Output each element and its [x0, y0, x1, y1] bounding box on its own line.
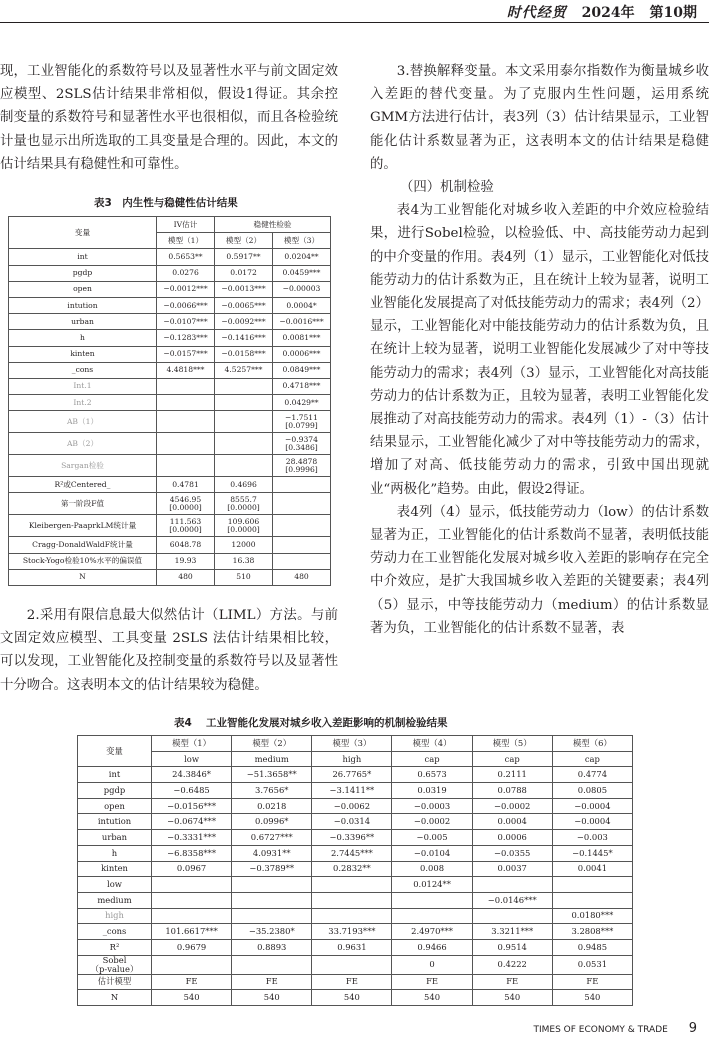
table-cell	[152, 877, 232, 893]
table-cell: 0.0805	[552, 783, 632, 799]
table-cell: −0.0107***	[157, 314, 215, 330]
table-cell: 0.6727***	[232, 830, 312, 846]
table-cell: 0.0967	[152, 861, 232, 877]
table-cell: 0.0459***	[273, 265, 331, 281]
table-cell: Kleibergen-PaaprkLM统计量	[9, 515, 157, 537]
table-cell: 540	[312, 990, 392, 1006]
table-cell: h	[9, 330, 157, 346]
table-cell	[232, 892, 312, 908]
table-cell: high	[78, 908, 152, 924]
table-cell: medium	[78, 892, 152, 908]
table-cell: −3.1411**	[312, 783, 392, 799]
table-cell: −0.0004	[552, 798, 632, 814]
table-cell: int	[78, 767, 152, 783]
table-cell	[273, 493, 331, 515]
header-rule	[0, 22, 709, 23]
table-cell: low	[78, 877, 152, 893]
body-paragraph: 现，工业智能化的系数符号以及显著性水平与前文固定效应模型、2SLS估计结果非常相似，假设1得证。其余控制变量的系数符号和显著性水平也很相似，而且各检验统计量也显示出所选取的工具变量是合理的。因此，本文的估计结果具有稳健性和可靠性。	[0, 64, 338, 172]
table-cell: 0.008	[392, 861, 472, 877]
table-row	[78, 908, 633, 924]
table-cell	[552, 877, 632, 893]
table-cell	[312, 955, 392, 974]
table-cell: −0.0674***	[152, 814, 232, 830]
table-cell: −0.0065***	[215, 297, 273, 313]
table-row	[9, 433, 331, 455]
table-cell: 0.0004	[472, 814, 552, 830]
table-cell: 4.5257***	[215, 362, 273, 378]
table-cell: FE	[152, 974, 232, 990]
table-cell	[273, 411, 331, 433]
cell-value: 28.4878	[285, 456, 318, 466]
table-cell: 0.5917**	[215, 249, 273, 265]
header-cell: 模型（3）	[273, 233, 331, 249]
table-cell: 101.6617***	[152, 924, 232, 940]
table-cell: 0.9631	[312, 939, 392, 955]
table-cell	[215, 395, 273, 411]
table-cell: 0.4781	[157, 477, 215, 493]
table-cell: 0.6573	[392, 767, 472, 783]
table-cell	[78, 955, 152, 974]
journal-brand: 时代经贸	[506, 5, 567, 21]
cell-pvalue: [0.9996]	[285, 464, 318, 474]
table-cell: FE	[392, 974, 472, 990]
table-cell: 0.9466	[392, 939, 472, 955]
table-cell	[215, 493, 273, 515]
cell-value: −1.7511	[285, 412, 318, 422]
table-cell	[157, 411, 215, 433]
cell-pvalue: [0.0000]	[227, 502, 260, 512]
table-cell: 0.5653**	[157, 249, 215, 265]
table-row	[9, 395, 331, 411]
page-number: 9	[688, 1021, 697, 1036]
body-paragraph: 表4列（4）显示，低技能劳动力（low）的估计系数显著为正，工业智能化的估计系数尚不显著，表明低技能劳动力在工业智能化发展对城乡收入差距的影响存在完全中介效应，是扩大我国城乡收入差距的关键要素；表4列（5）显示，中等技能劳动力（medium）的估计系数显著为负，工业智能化的估计系数不显著，表	[370, 504, 709, 636]
table-row	[78, 845, 633, 861]
table-cell: 第一阶段F值	[9, 493, 157, 515]
table-row	[9, 265, 331, 281]
table-cell	[552, 892, 632, 908]
cell-value: 8555.7	[230, 494, 257, 504]
table-cell: 0.9485	[552, 939, 632, 955]
table-row	[9, 330, 331, 346]
table-cell: Sargan检验	[9, 455, 157, 477]
table-cell: 4.4818***	[157, 362, 215, 378]
table-cell: 540	[392, 990, 472, 1006]
table-cell: 480	[273, 569, 331, 585]
table-cell: R²或Centered_	[9, 477, 157, 493]
table-cell: 26.7765*	[312, 767, 392, 783]
table-cell	[157, 378, 215, 394]
table-cell: _cons	[9, 362, 157, 378]
header-cell: 模型（5）	[472, 736, 552, 752]
table-row	[78, 798, 633, 814]
table-header-row	[78, 736, 633, 752]
table-cell: FE	[552, 974, 632, 990]
cell-pvalue: [0.0799]	[285, 420, 318, 430]
table-cell	[157, 433, 215, 455]
table-row	[9, 455, 331, 477]
table-cell: 0.0319	[392, 783, 472, 799]
table-cell: 0.0204**	[273, 249, 331, 265]
table-cell: −0.0012***	[157, 281, 215, 297]
header-cell: 变量	[78, 736, 152, 767]
table-cell: FE	[232, 974, 312, 990]
table4	[77, 735, 633, 1006]
table-cell: −0.0002	[392, 814, 472, 830]
table-row	[9, 569, 331, 585]
table-cell: Cragg-DonaldWaldF统计量	[9, 537, 157, 553]
cell-value: 4546.95	[169, 494, 202, 504]
table-cell: 2.4970***	[392, 924, 472, 940]
table-cell: −0.0158***	[215, 346, 273, 362]
table-cell: 540	[232, 990, 312, 1006]
table-cell	[273, 537, 331, 553]
table-cell	[312, 877, 392, 893]
table-cell	[215, 455, 273, 477]
header-cell: cap	[552, 751, 632, 767]
header-cell: 模型（2）	[215, 233, 273, 249]
table-cell	[157, 395, 215, 411]
header-cell: 变量	[9, 217, 157, 249]
table-cell: 0.0037	[472, 861, 552, 877]
table-cell	[273, 477, 331, 493]
table-cell: −0.0146***	[472, 892, 552, 908]
table-cell: 0.2832**	[312, 861, 392, 877]
table-cell: 估计模型	[78, 974, 152, 990]
table-cell: Int.1	[9, 378, 157, 394]
table-cell: 540	[472, 990, 552, 1006]
table-cell: 16.38	[215, 553, 273, 569]
table-cell: −51.3658**	[232, 767, 312, 783]
table-cell: −0.0013***	[215, 281, 273, 297]
table-cell	[215, 433, 273, 455]
table-cell	[472, 877, 552, 893]
table-cell: 0.8893	[232, 939, 312, 955]
table-row	[9, 362, 331, 378]
table-cell: −0.3331***	[152, 830, 232, 846]
cell-value: Sobel	[102, 955, 127, 965]
table-cell	[392, 892, 472, 908]
table-cell: −35.2380*	[232, 924, 312, 940]
table-cell: 3.2808***	[552, 924, 632, 940]
header-cell: 模型（2）	[232, 736, 312, 752]
table-row	[78, 924, 633, 940]
header-cell: 稳健性检验	[215, 217, 331, 233]
header-cell: medium	[232, 751, 312, 767]
table-cell: 33.7193***	[312, 924, 392, 940]
table-cell: 510	[215, 569, 273, 585]
table-cell: urban	[78, 830, 152, 846]
table-row	[9, 297, 331, 313]
table-cell: 480	[157, 569, 215, 585]
table-row	[78, 861, 633, 877]
table-header-row	[9, 217, 331, 233]
table-row	[78, 974, 633, 990]
table-cell	[157, 515, 215, 537]
table-cell: −0.0156***	[152, 798, 232, 814]
table-cell: intution	[9, 297, 157, 313]
table-row	[9, 346, 331, 362]
header-cell: 模型（3）	[312, 736, 392, 752]
table-cell	[215, 411, 273, 433]
table-row	[9, 553, 331, 569]
table-cell: −0.0004	[552, 814, 632, 830]
table-cell: 3.3211***	[472, 924, 552, 940]
table-cell	[152, 908, 232, 924]
table-cell: 0	[392, 955, 472, 974]
table-cell: Int.2	[9, 395, 157, 411]
table-row	[78, 939, 633, 955]
header-cell: cap	[392, 751, 472, 767]
table-cell: −0.1283***	[157, 330, 215, 346]
header-cell: 模型（4）	[392, 736, 472, 752]
table-row	[78, 814, 633, 830]
table-cell: 540	[552, 990, 632, 1006]
table-cell: 0.0041	[552, 861, 632, 877]
table-cell: 0.0788	[472, 783, 552, 799]
table-cell: 0.4696	[215, 477, 273, 493]
cell-pvalue: [0.3486]	[285, 442, 318, 452]
table-cell: −6.8358***	[152, 845, 232, 861]
table-row	[78, 892, 633, 908]
table-row	[9, 314, 331, 330]
table-cell	[472, 908, 552, 924]
table-cell: h	[78, 845, 152, 861]
journal-issue: 第10期	[649, 5, 697, 21]
table-cell: 0.0081***	[273, 330, 331, 346]
table-cell: FE	[312, 974, 392, 990]
left-column-bottom	[0, 604, 338, 697]
table-cell: 540	[152, 990, 232, 1006]
table-cell: FE	[472, 974, 552, 990]
journal-year: 2024年	[581, 5, 635, 21]
cell-pvalue: [0.0000]	[169, 502, 202, 512]
table-cell: −0.005	[392, 830, 472, 846]
table-cell: kinten	[9, 346, 157, 362]
table3-caption: 表3 内生性与稳健性估计结果	[94, 197, 238, 209]
table-cell: 19.93	[157, 553, 215, 569]
table-row	[9, 411, 331, 433]
table-cell: −0.0016***	[273, 314, 331, 330]
table-cell: −0.3789**	[232, 861, 312, 877]
table-cell: 0.0006	[472, 830, 552, 846]
table-cell: 0.0172	[215, 265, 273, 281]
header-cell: low	[152, 751, 232, 767]
table-cell: 4.0931**	[232, 845, 312, 861]
table-row	[9, 537, 331, 553]
table-cell: 0.0180***	[552, 908, 632, 924]
table-row	[78, 990, 633, 1006]
table-cell: kinten	[78, 861, 152, 877]
table-cell: 0.4718***	[273, 378, 331, 394]
table-cell: −0.00003	[273, 281, 331, 297]
table-cell: 0.2111	[472, 767, 552, 783]
table-cell: 0.0276	[157, 265, 215, 281]
table-cell: N	[9, 569, 157, 585]
table-cell: −0.3396**	[312, 830, 392, 846]
body-paragraph: 3.替换解释变量。本文采用泰尔指数作为衡量城乡收入差距的替代变量。为了克服内生性问题，运用系统GMM方法进行估计，表3列（3）估计结果显示，工业智能化估计系数显著为正，这表明本文的估计结果是稳健的。	[370, 64, 709, 172]
table-header-row	[78, 751, 633, 767]
table-cell: AB（1）	[9, 411, 157, 433]
table-cell	[232, 877, 312, 893]
table-cell	[215, 378, 273, 394]
table-cell: 12000	[215, 537, 273, 553]
table-cell: 0.4774	[552, 767, 632, 783]
table-cell	[232, 908, 312, 924]
page-footer	[534, 1021, 698, 1036]
header-cell: 模型（1）	[152, 736, 232, 752]
table-cell: N	[78, 990, 152, 1006]
table-row	[9, 378, 331, 394]
table-cell: −0.0355	[472, 845, 552, 861]
section-subheading: （四）机制检验	[400, 180, 494, 196]
table-row	[9, 515, 331, 537]
header-cell: 模型（6）	[552, 736, 632, 752]
page-header	[507, 2, 697, 22]
table-cell: −0.0066***	[157, 297, 215, 313]
table-cell: 0.0849***	[273, 362, 331, 378]
table-cell: pgdp	[9, 265, 157, 281]
table-cell: pgdp	[78, 783, 152, 799]
table-row	[78, 955, 633, 974]
table-cell: R²	[78, 939, 152, 955]
header-cell: 模型（1）	[157, 233, 215, 249]
table-cell: 0.4222	[472, 955, 552, 974]
table-row	[78, 877, 633, 893]
table4-caption: 表4 工业智能化发展对城乡收入差距影响的机制检验结果	[174, 717, 448, 729]
table-cell: open	[78, 798, 152, 814]
cell-value: −0.9374	[285, 434, 318, 444]
table-cell: 0.0531	[552, 955, 632, 974]
table-cell: 0.0004*	[273, 297, 331, 313]
table-cell: AB（2）	[9, 433, 157, 455]
table-cell	[273, 433, 331, 455]
table-row	[9, 493, 331, 515]
table-row	[78, 767, 633, 783]
table-cell	[312, 892, 392, 908]
table-cell: −0.0314	[312, 814, 392, 830]
table-row	[9, 281, 331, 297]
table-cell: −0.0092***	[215, 314, 273, 330]
table-cell: 0.0124**	[392, 877, 472, 893]
left-column-top	[0, 60, 338, 176]
table-cell: int	[9, 249, 157, 265]
table-cell	[157, 493, 215, 515]
table-cell: 0.9679	[152, 939, 232, 955]
table-cell: −0.0104	[392, 845, 472, 861]
table-cell: −0.0062	[312, 798, 392, 814]
header-cell: high	[312, 751, 392, 767]
table-cell: open	[9, 281, 157, 297]
cell-value: 109.606	[227, 516, 260, 526]
table-row	[9, 477, 331, 493]
table-cell: 24.3846*	[152, 767, 232, 783]
table-cell	[273, 515, 331, 537]
table-cell	[273, 455, 331, 477]
table-cell: 0.0429**	[273, 395, 331, 411]
table-cell: 0.0218	[232, 798, 312, 814]
footer-journal: TIMES OF ECONOMY & TRADE	[533, 1025, 668, 1035]
table-cell: −0.0002	[472, 798, 552, 814]
right-column	[370, 60, 709, 640]
table-cell: −0.1416***	[215, 330, 273, 346]
header-cell: IV估计	[157, 217, 215, 233]
table-cell	[152, 892, 232, 908]
body-paragraph: 表4为工业智能化对城乡收入差距的中介效应检验结果，进行Sobel检验，以检验低、中、高技能劳动力起到的中介变量的作用。表4列（1）显示，工业智能化对低技能劳动力的估计系数为正，且在统计上较为显著，说明工业智能化发展提高了对低技能劳动力的需求；表4列（2）显示，工业智能化对中能技能劳动力的估计系数为负，且在统计上较为显著，说明工业智能化发展减少了对中等技能劳动力的需求；表4列（3）显示，工业智能化对高技能劳动力的估计系数为正，且较为显著，表明工业智能化发展推动了对高技能劳动力的需求。表4列（1）-（3）估计结果显示，工业智能化减少了对中等技能劳动力的需求，增加了对高、低技能劳动力的需求，引致中国出现就业“两极化”趋势。由此，假设2得证。	[370, 203, 709, 497]
table-cell: 0.9514	[472, 939, 552, 955]
header-cell: cap	[472, 751, 552, 767]
table-row	[78, 830, 633, 846]
table-cell: urban	[9, 314, 157, 330]
table-cell: −0.003	[552, 830, 632, 846]
table-cell: 2.7445***	[312, 845, 392, 861]
table-cell	[215, 515, 273, 537]
table-cell: _cons	[78, 924, 152, 940]
table-cell: −0.1445*	[552, 845, 632, 861]
cell-pvalue: [0.0000]	[169, 524, 202, 534]
table-cell: 0.0996*	[232, 814, 312, 830]
table-cell	[157, 455, 215, 477]
table-cell	[232, 955, 312, 974]
table-row	[78, 783, 633, 799]
table-cell: 0.0006***	[273, 346, 331, 362]
table-cell	[312, 908, 392, 924]
table3	[8, 216, 331, 586]
table-cell	[152, 955, 232, 974]
table-row	[9, 249, 331, 265]
table-cell: 6048.78	[157, 537, 215, 553]
table-cell: −0.0003	[392, 798, 472, 814]
cell-pvalue: [0.0000]	[227, 524, 260, 534]
cell-pvalue: （p-value）	[90, 963, 139, 974]
table-cell: −0.6485	[152, 783, 232, 799]
table-cell: Stock-Yogo检验10%水平的偏误值	[9, 553, 157, 569]
table-cell	[392, 908, 472, 924]
table-cell: intution	[78, 814, 152, 830]
table-cell: 3.7656*	[232, 783, 312, 799]
body-paragraph: 2.采用有限信息最大似然估计（LIML）方法。与前文固定效应模型、工具变量 2SLS 法估计结果相比较，可以发现，工业智能化及控制变量的系数符号以及显著性十分吻合。这表明本文的估计结果较为稳健。	[0, 608, 338, 693]
table-cell: −0.0157***	[157, 346, 215, 362]
cell-value: 111.563	[169, 516, 202, 526]
table-cell	[273, 553, 331, 569]
